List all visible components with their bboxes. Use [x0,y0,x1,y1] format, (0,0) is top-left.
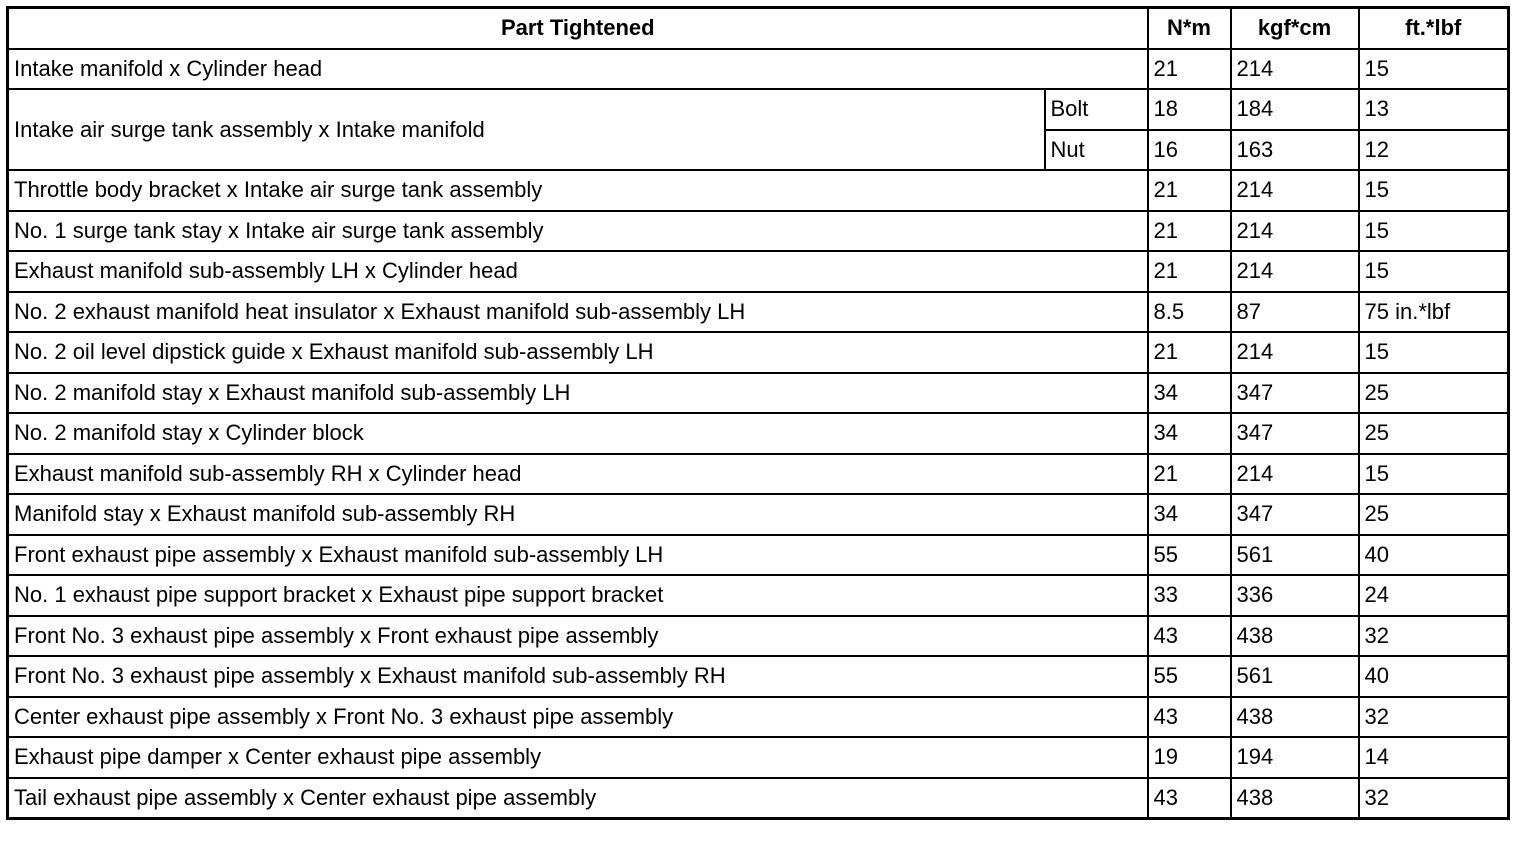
torque-nm-cell: 21 [1148,332,1231,373]
torque-nm-cell: 55 [1148,656,1231,697]
table-row [8,373,1509,414]
torque-kgf-cm-cell: 214 [1231,251,1359,292]
part-tightened-cell: No. 2 manifold stay x Cylinder block [8,413,1148,454]
torque-kgf-cm-cell: 438 [1231,616,1359,657]
torque-kgf-cm-cell: 163 [1231,130,1359,171]
torque-nm-cell: 43 [1148,616,1231,657]
header-part-tightened: Part Tightened [8,8,1148,49]
torque-nm-cell: 18 [1148,89,1231,130]
part-tightened-cell: No. 2 exhaust manifold heat insulator x Exhaust manifold sub-assembly LH [8,292,1148,333]
fastener-type-cell: Nut [1045,130,1148,171]
torque-nm-cell: 8.5 [1148,292,1231,333]
torque-nm-cell: 43 [1148,697,1231,738]
torque-kgf-cm-cell: 194 [1231,737,1359,778]
part-tightened-cell: Intake manifold x Cylinder head [8,49,1148,90]
torque-specification-table [6,6,1510,820]
part-tightened-cell: Exhaust manifold sub-assembly LH x Cylinder head [8,251,1148,292]
header-kgf-cm: kgf*cm [1231,8,1359,49]
torque-ft-lbf-cell: 25 [1359,494,1509,535]
part-tightened-cell: Manifold stay x Exhaust manifold sub-assembly RH [8,494,1148,535]
torque-kgf-cm-cell: 336 [1231,575,1359,616]
part-tightened-cell: Exhaust pipe damper x Center exhaust pipe assembly [8,737,1148,778]
part-tightened-cell: Exhaust manifold sub-assembly RH x Cylinder head [8,454,1148,495]
table-row [8,616,1509,657]
torque-kgf-cm-cell: 214 [1231,170,1359,211]
part-tightened-cell: Front No. 3 exhaust pipe assembly x Exhaust manifold sub-assembly RH [8,656,1148,697]
part-tightened-cell: Throttle body bracket x Intake air surge tank assembly [8,170,1148,211]
torque-kgf-cm-cell: 87 [1231,292,1359,333]
torque-kgf-cm-cell: 214 [1231,49,1359,90]
table-row [8,697,1509,738]
torque-nm-cell: 55 [1148,535,1231,576]
part-tightened-cell: No. 2 oil level dipstick guide x Exhaust manifold sub-assembly LH [8,332,1148,373]
torque-ft-lbf-cell: 14 [1359,737,1509,778]
table-row [8,89,1509,130]
torque-ft-lbf-cell: 25 [1359,373,1509,414]
table-row [8,454,1509,495]
torque-ft-lbf-cell: 40 [1359,656,1509,697]
part-tightened-cell: No. 2 manifold stay x Exhaust manifold sub-assembly LH [8,373,1148,414]
torque-kgf-cm-cell: 347 [1231,413,1359,454]
torque-ft-lbf-cell: 15 [1359,49,1509,90]
table-row [8,251,1509,292]
torque-nm-cell: 19 [1148,737,1231,778]
table-row [8,292,1509,333]
torque-kgf-cm-cell: 438 [1231,697,1359,738]
torque-nm-cell: 21 [1148,454,1231,495]
torque-nm-cell: 21 [1148,211,1231,252]
part-tightened-cell: Front exhaust pipe assembly x Exhaust manifold sub-assembly LH [8,535,1148,576]
table-row [8,332,1509,373]
torque-ft-lbf-cell: 15 [1359,454,1509,495]
part-tightened-cell: No. 1 exhaust pipe support bracket x Exhaust pipe support bracket [8,575,1148,616]
torque-ft-lbf-cell: 24 [1359,575,1509,616]
torque-kgf-cm-cell: 184 [1231,89,1359,130]
table-body [8,49,1509,819]
table-row [8,535,1509,576]
table-row [8,49,1509,90]
torque-nm-cell: 16 [1148,130,1231,171]
table-row [8,778,1509,819]
torque-ft-lbf-cell: 15 [1359,211,1509,252]
torque-nm-cell: 43 [1148,778,1231,819]
torque-nm-cell: 21 [1148,49,1231,90]
table-row [8,494,1509,535]
torque-ft-lbf-cell: 32 [1359,697,1509,738]
torque-nm-cell: 34 [1148,494,1231,535]
torque-ft-lbf-cell: 15 [1359,170,1509,211]
table-row [8,575,1509,616]
torque-ft-lbf-cell: 12 [1359,130,1509,171]
torque-kgf-cm-cell: 561 [1231,535,1359,576]
part-tightened-cell: No. 1 surge tank stay x Intake air surge tank assembly [8,211,1148,252]
torque-ft-lbf-cell: 15 [1359,251,1509,292]
header-row [8,8,1509,49]
torque-kgf-cm-cell: 214 [1231,211,1359,252]
part-tightened-cell: Tail exhaust pipe assembly x Center exhaust pipe assembly [8,778,1148,819]
header-nm: N*m [1148,8,1231,49]
torque-ft-lbf-cell: 15 [1359,332,1509,373]
fastener-type-cell: Bolt [1045,89,1148,130]
torque-kgf-cm-cell: 214 [1231,332,1359,373]
torque-nm-cell: 33 [1148,575,1231,616]
torque-kgf-cm-cell: 438 [1231,778,1359,819]
torque-kgf-cm-cell: 347 [1231,373,1359,414]
torque-ft-lbf-cell: 32 [1359,778,1509,819]
torque-ft-lbf-cell: 40 [1359,535,1509,576]
torque-ft-lbf-cell: 25 [1359,413,1509,454]
header-ft-lbf: ft.*lbf [1359,8,1509,49]
torque-nm-cell: 34 [1148,373,1231,414]
part-tightened-cell: Intake air surge tank assembly x Intake manifold [8,89,1045,170]
torque-ft-lbf-cell: 32 [1359,616,1509,657]
torque-kgf-cm-cell: 561 [1231,656,1359,697]
part-tightened-cell: Front No. 3 exhaust pipe assembly x Front exhaust pipe assembly [8,616,1148,657]
table-row [8,170,1509,211]
table-row [8,737,1509,778]
table-row [8,211,1509,252]
torque-ft-lbf-cell: 75 in.*lbf [1359,292,1509,333]
torque-kgf-cm-cell: 347 [1231,494,1359,535]
torque-nm-cell: 21 [1148,170,1231,211]
torque-ft-lbf-cell: 13 [1359,89,1509,130]
torque-nm-cell: 21 [1148,251,1231,292]
torque-kgf-cm-cell: 214 [1231,454,1359,495]
table-row [8,413,1509,454]
table-row [8,656,1509,697]
part-tightened-cell: Center exhaust pipe assembly x Front No. 3 exhaust pipe assembly [8,697,1148,738]
torque-nm-cell: 34 [1148,413,1231,454]
